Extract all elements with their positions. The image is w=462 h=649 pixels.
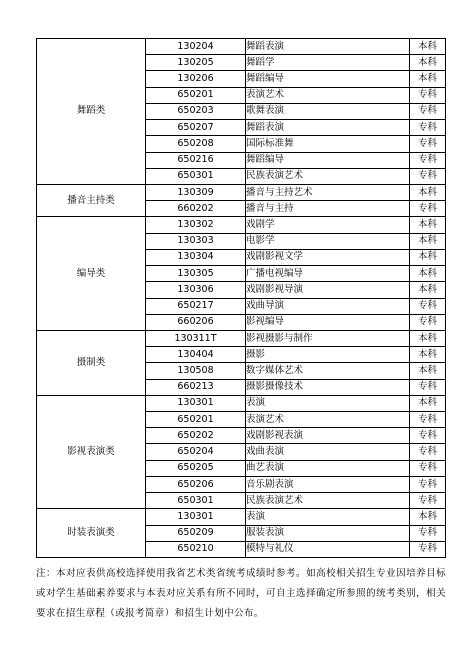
major-name-cell: 戏剧学 (246, 217, 410, 233)
table-row (37, 217, 446, 233)
level-cell: 本科 (410, 509, 446, 525)
major-name-cell: 表演 (246, 395, 410, 411)
major-name-cell: 摄影摄像技术 (246, 379, 410, 395)
level-cell: 专科 (410, 87, 446, 103)
major-code-cell: 650216 (146, 152, 246, 168)
major-code-cell: 650203 (146, 103, 246, 119)
level-cell: 本科 (410, 184, 446, 200)
major-name-cell: 摄影 (246, 347, 410, 363)
footnote: 注：本对应表供高校选择使用我省艺术类省统考成绩时参考。如高校相关招生专业因培养目标或对学生基础素养要求与本表对应关系有所不同时，可自主选择确定所参照的统考类别，相关要求在招生章程（或报考简章）和招生计划中公布。 (36, 568, 446, 619)
major-code-cell: 650205 (146, 460, 246, 476)
major-name-cell: 戏剧影视导演 (246, 282, 410, 298)
major-code-cell: 660213 (146, 379, 246, 395)
major-code-cell: 130309 (146, 184, 246, 200)
major-name-cell: 影视摄影与制作 (246, 330, 410, 346)
major-code-cell: 130306 (146, 282, 246, 298)
major-name-cell: 戏剧影视表演 (246, 428, 410, 444)
category-cell: 编导类 (37, 217, 146, 331)
category-cell: 摄制类 (37, 330, 146, 395)
major-name-cell: 舞蹈表演 (246, 39, 410, 55)
major-code-cell: 650301 (146, 493, 246, 509)
table-row (37, 395, 446, 411)
level-cell: 本科 (410, 266, 446, 282)
major-name-cell: 国际标准舞 (246, 136, 410, 152)
level-cell: 专科 (410, 428, 446, 444)
major-name-cell: 表演艺术 (246, 87, 410, 103)
major-code-cell: 650207 (146, 120, 246, 136)
major-code-cell: 130206 (146, 71, 246, 87)
major-name-cell: 歌舞表演 (246, 103, 410, 119)
level-cell: 本科 (410, 395, 446, 411)
level-cell: 本科 (410, 39, 446, 55)
level-cell: 专科 (410, 379, 446, 395)
level-cell: 本科 (410, 282, 446, 298)
major-name-cell: 电影学 (246, 233, 410, 249)
major-code-cell: 130508 (146, 363, 246, 379)
level-cell: 专科 (410, 460, 446, 476)
level-cell: 专科 (410, 412, 446, 428)
level-cell: 本科 (410, 330, 446, 346)
table-row (37, 509, 446, 525)
major-code-cell: 130305 (146, 266, 246, 282)
major-code-cell: 130204 (146, 39, 246, 55)
major-code-cell: 130205 (146, 55, 246, 71)
major-code-cell: 130301 (146, 509, 246, 525)
major-name-cell: 广播电视编导 (246, 266, 410, 282)
major-code-cell: 650209 (146, 525, 246, 541)
major-name-cell: 舞蹈编导 (246, 71, 410, 87)
major-code-cell: 130303 (146, 233, 246, 249)
level-cell: 专科 (410, 298, 446, 314)
major-name-cell: 戏曲导演 (246, 298, 410, 314)
major-name-cell: 模特与礼仪 (246, 541, 410, 557)
level-cell: 本科 (410, 363, 446, 379)
major-name-cell: 民族表演艺术 (246, 168, 410, 184)
major-name-cell: 舞蹈表演 (246, 120, 410, 136)
level-cell: 专科 (410, 444, 446, 460)
major-category-table (36, 38, 446, 558)
major-code-cell: 650201 (146, 412, 246, 428)
major-name-cell: 服装表演 (246, 525, 410, 541)
major-name-cell: 舞蹈学 (246, 55, 410, 71)
level-cell: 专科 (410, 525, 446, 541)
table-row (37, 330, 446, 346)
major-name-cell: 戏剧影视文学 (246, 249, 410, 265)
major-name-cell: 播音与主持艺术 (246, 184, 410, 200)
level-cell: 专科 (410, 201, 446, 217)
level-cell: 本科 (410, 233, 446, 249)
major-code-cell: 650301 (146, 168, 246, 184)
level-cell: 专科 (410, 493, 446, 509)
level-cell: 本科 (410, 249, 446, 265)
major-code-cell: 660206 (146, 314, 246, 330)
major-code-cell: 650208 (146, 136, 246, 152)
category-cell: 时装表演类 (37, 509, 146, 558)
major-code-cell: 130404 (146, 347, 246, 363)
major-code-cell: 650202 (146, 428, 246, 444)
major-name-cell: 影视编导 (246, 314, 410, 330)
major-name-cell: 舞蹈编导 (246, 152, 410, 168)
major-code-cell: 130301 (146, 395, 246, 411)
table-row (37, 184, 446, 200)
major-code-cell: 650204 (146, 444, 246, 460)
major-code-cell: 130311T (146, 330, 246, 346)
level-cell: 专科 (410, 541, 446, 557)
level-cell: 专科 (410, 136, 446, 152)
major-code-cell: 650201 (146, 87, 246, 103)
level-cell: 专科 (410, 152, 446, 168)
major-name-cell: 表演 (246, 509, 410, 525)
category-cell: 播音主持类 (37, 184, 146, 216)
major-code-cell: 130302 (146, 217, 246, 233)
major-name-cell: 音乐剧表演 (246, 476, 410, 492)
category-cell: 舞蹈类 (37, 39, 146, 185)
major-name-cell: 民族表演艺术 (246, 493, 410, 509)
table-body (37, 39, 446, 558)
category-cell: 影视表演类 (37, 395, 146, 509)
major-name-cell: 播音与主持 (246, 201, 410, 217)
level-cell: 专科 (410, 476, 446, 492)
level-cell: 本科 (410, 217, 446, 233)
major-name-cell: 数字媒体艺术 (246, 363, 410, 379)
major-name-cell: 戏曲表演 (246, 444, 410, 460)
major-code-cell: 660202 (146, 201, 246, 217)
major-code-cell: 650206 (146, 476, 246, 492)
major-code-cell: 650210 (146, 541, 246, 557)
level-cell: 本科 (410, 55, 446, 71)
major-code-cell: 650217 (146, 298, 246, 314)
major-name-cell: 表演艺术 (246, 412, 410, 428)
level-cell: 本科 (410, 71, 446, 87)
level-cell: 专科 (410, 120, 446, 136)
level-cell: 本科 (410, 347, 446, 363)
table-row (37, 39, 446, 55)
level-cell: 专科 (410, 314, 446, 330)
major-code-cell: 130304 (146, 249, 246, 265)
level-cell: 专科 (410, 103, 446, 119)
major-name-cell: 曲艺表演 (246, 460, 410, 476)
level-cell: 专科 (410, 168, 446, 184)
